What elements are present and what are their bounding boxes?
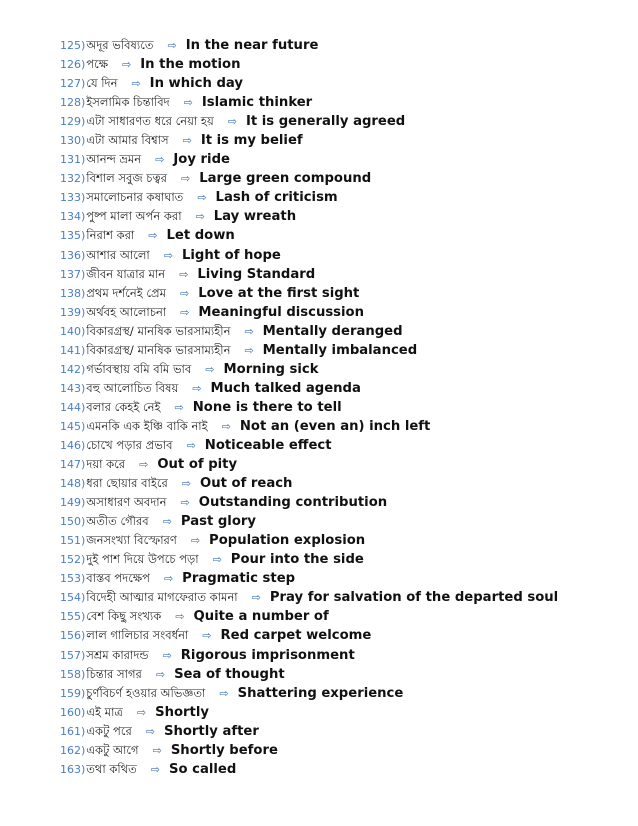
bengali-phrase: দয়া করে xyxy=(86,457,126,472)
arrow-right-icon: ⇨ xyxy=(180,496,190,510)
english-meaning: Outstanding contribution xyxy=(198,495,388,511)
arrow-right-icon: ⇨ xyxy=(122,58,132,72)
list-item xyxy=(60,417,558,436)
list-item xyxy=(60,684,558,703)
list-item xyxy=(60,303,558,322)
list-item xyxy=(60,246,558,265)
bengali-phrase: জীবন যাত্রার মান xyxy=(86,266,166,281)
bengali-phrase: চোখে পড়ার প্রভাব xyxy=(86,437,173,452)
arrow-right-icon: ⇨ xyxy=(155,153,165,167)
english-meaning: In which day xyxy=(149,76,243,92)
list-item xyxy=(60,588,558,607)
bengali-phrase: নিরাশ করা xyxy=(86,228,135,243)
arrow-right-icon: ⇨ xyxy=(163,248,173,262)
bengali-phrase: এটা আমার বিশ্বাস xyxy=(86,133,169,148)
english-meaning: Meaningful discussion xyxy=(198,304,364,320)
bengali-phrase: লাল গালিচার সংবর্ধনা xyxy=(86,628,189,643)
item-number: 143) xyxy=(60,381,86,395)
english-meaning: In the near future xyxy=(185,38,319,53)
bengali-phrase: অদূর ভবিষ্যতে xyxy=(86,38,154,52)
arrow-right-icon: ⇨ xyxy=(186,438,196,452)
english-meaning: Past glory xyxy=(180,514,256,530)
arrow-right-icon: ⇨ xyxy=(150,762,160,776)
arrow-right-icon: ⇨ xyxy=(131,77,141,91)
arrow-right-icon: ⇨ xyxy=(162,648,172,662)
english-meaning: Shortly after xyxy=(163,723,259,739)
arrow-right-icon: ⇨ xyxy=(167,39,177,52)
list-item xyxy=(60,55,558,74)
list-item xyxy=(60,131,558,150)
english-meaning: Islamic thinker xyxy=(201,95,313,111)
arrow-right-icon: ⇨ xyxy=(148,229,158,243)
arrow-right-icon: ⇨ xyxy=(219,686,229,700)
item-number: 127) xyxy=(60,77,86,91)
english-meaning: None is there to tell xyxy=(192,399,342,415)
arrow-right-icon: ⇨ xyxy=(179,286,190,300)
item-number: 139) xyxy=(60,305,86,319)
arrow-right-icon: ⇨ xyxy=(212,553,222,567)
list-item xyxy=(60,626,558,645)
english-meaning: Joy ride xyxy=(173,152,230,168)
english-meaning: Quite a number of xyxy=(193,609,329,625)
list-item xyxy=(60,265,558,284)
arrow-right-icon: ⇨ xyxy=(221,419,231,433)
item-number: 151) xyxy=(60,534,86,548)
bengali-phrase: পুষ্প মালা অর্পন করা xyxy=(86,209,182,224)
item-number: 125) xyxy=(60,39,86,52)
item-number: 160) xyxy=(60,705,86,719)
english-meaning: Pray for salvation of the departed soul xyxy=(269,590,559,606)
arrow-right-icon: ⇨ xyxy=(227,115,237,129)
arrow-right-icon: ⇨ xyxy=(197,191,207,205)
arrow-right-icon: ⇨ xyxy=(152,743,162,757)
bengali-phrase: বলার কেহই নেই xyxy=(86,399,161,414)
english-meaning: Rigorous imprisonment xyxy=(180,647,355,663)
bengali-phrase: বাস্তব পদক্ষেপ xyxy=(86,571,150,586)
bengali-phrase: ইসলামিক চিন্তাবিদ xyxy=(86,95,170,110)
english-meaning: Morning sick xyxy=(223,361,319,377)
item-number: 141) xyxy=(60,343,86,357)
item-number: 156) xyxy=(60,629,86,643)
bengali-phrase: তথা কথিত xyxy=(86,761,137,776)
english-meaning: Large green compound xyxy=(199,171,372,187)
phrase-list xyxy=(60,36,558,779)
arrow-right-icon: ⇨ xyxy=(182,134,192,148)
bengali-phrase: চিন্তার সাগর xyxy=(86,666,142,681)
item-number: 133) xyxy=(60,191,86,205)
bengali-phrase: অতীত গৌরব xyxy=(86,514,149,529)
english-meaning: Mentally imbalanced xyxy=(262,342,418,358)
bengali-phrase: আনন্দ ভ্রমন xyxy=(86,152,142,167)
bengali-phrase: বিকারগ্রস্থ/ মানষিক ভারসাম্যহীন xyxy=(86,342,231,357)
item-number: 153) xyxy=(60,572,86,586)
arrow-right-icon: ⇨ xyxy=(181,172,191,186)
english-meaning: Shortly xyxy=(155,704,209,720)
list-item xyxy=(60,436,558,455)
item-number: 144) xyxy=(60,400,86,414)
list-item xyxy=(60,550,558,569)
english-meaning: Noticeable effect xyxy=(204,437,332,453)
arrow-right-icon: ⇨ xyxy=(175,610,185,624)
english-meaning: Pour into the side xyxy=(230,552,364,568)
arrow-right-icon: ⇨ xyxy=(145,724,155,738)
arrow-right-icon: ⇨ xyxy=(251,591,261,605)
item-number: 145) xyxy=(60,419,86,433)
arrow-right-icon: ⇨ xyxy=(244,324,254,338)
item-number: 126) xyxy=(60,58,86,72)
item-number: 159) xyxy=(60,686,86,700)
list-item xyxy=(60,646,558,665)
bengali-phrase: অসাধারণ অবদান xyxy=(86,495,167,510)
english-meaning: Pragmatic step xyxy=(182,571,296,587)
arrow-right-icon: ⇨ xyxy=(174,400,184,414)
arrow-right-icon: ⇨ xyxy=(179,267,189,281)
list-item xyxy=(60,722,558,741)
list-item xyxy=(60,607,558,626)
bengali-phrase: জনসংখ্যা বিস্ফোরণ xyxy=(86,533,177,548)
bengali-phrase: এমনকি এক ইঞ্চি বাকি নাই xyxy=(86,418,208,433)
list-item xyxy=(60,226,558,245)
arrow-right-icon: ⇨ xyxy=(205,362,215,376)
english-meaning: It is generally agreed xyxy=(245,114,406,130)
english-meaning: Lay wreath xyxy=(213,209,297,225)
bengali-phrase: বিকারগ্রস্থ/ মানষিক ভারসাম্যহীন xyxy=(86,323,231,338)
list-item xyxy=(60,322,558,341)
arrow-right-icon: ⇨ xyxy=(183,96,193,110)
arrow-right-icon: ⇨ xyxy=(202,629,212,643)
list-item xyxy=(60,455,558,474)
item-number: 137) xyxy=(60,267,86,281)
arrow-right-icon: ⇨ xyxy=(139,458,149,472)
english-meaning: Shattering experience xyxy=(237,685,404,701)
list-item xyxy=(60,36,558,55)
item-number: 147) xyxy=(60,458,86,472)
item-number: 150) xyxy=(60,515,86,529)
list-item xyxy=(60,284,558,303)
list-item xyxy=(60,760,558,779)
item-number: 152) xyxy=(60,553,86,567)
bengali-phrase: সশ্রম কারাদন্ড xyxy=(86,647,149,662)
list-item xyxy=(60,112,558,131)
item-number: 148) xyxy=(60,477,86,491)
english-meaning: Love at the first sight xyxy=(198,285,360,301)
list-item xyxy=(60,493,558,512)
list-item xyxy=(60,74,558,93)
item-number: 135) xyxy=(60,229,86,243)
item-number: 140) xyxy=(60,324,86,338)
item-number: 162) xyxy=(60,743,86,757)
list-item xyxy=(60,569,558,588)
english-meaning: Out of reach xyxy=(200,476,293,492)
list-item xyxy=(60,512,558,531)
arrow-right-icon: ⇨ xyxy=(163,572,174,586)
item-number: 136) xyxy=(60,248,86,262)
item-number: 138) xyxy=(60,286,86,300)
english-meaning: Population explosion xyxy=(209,533,366,549)
english-meaning: Let down xyxy=(166,228,235,244)
bengali-phrase: অর্থবহ আলোচনা xyxy=(86,304,167,319)
item-number: 161) xyxy=(60,724,86,738)
list-item xyxy=(60,150,558,169)
english-meaning: Not an (even an) inch left xyxy=(239,418,431,434)
english-meaning: Out of pity xyxy=(157,457,238,473)
bengali-phrase: আশার আলো xyxy=(86,247,150,262)
item-number: 149) xyxy=(60,496,86,510)
list-item xyxy=(60,207,558,226)
bengali-phrase: এটা সাধারণত ধরে নেয়া হয় xyxy=(86,114,214,129)
english-meaning: Lash of criticism xyxy=(215,190,338,206)
english-meaning: Red carpet welcome xyxy=(220,628,372,644)
english-meaning: It is my belief xyxy=(200,133,303,149)
item-number: 155) xyxy=(60,610,86,624)
item-number: 158) xyxy=(60,667,86,681)
item-number: 132) xyxy=(60,172,86,186)
bengali-phrase: প্রথম দর্শনেই প্রেম xyxy=(86,285,166,300)
item-number: 142) xyxy=(60,362,86,376)
list-item xyxy=(60,741,558,760)
bengali-phrase: দুই পাশ দিয়ে উপচে পড়া xyxy=(86,552,199,567)
item-number: 146) xyxy=(60,438,86,452)
bengali-phrase: একটু আগে xyxy=(86,742,139,757)
list-item xyxy=(60,703,558,722)
arrow-right-icon: ⇨ xyxy=(190,534,201,548)
list-item xyxy=(60,398,558,417)
bengali-phrase: একটু পরে xyxy=(86,723,132,738)
bengali-phrase: বিশাল সবুজ চত্বর xyxy=(86,171,168,186)
arrow-right-icon: ⇨ xyxy=(181,477,192,491)
english-meaning: Sea of thought xyxy=(174,666,285,682)
list-item xyxy=(60,93,558,112)
bengali-phrase: এই মাত্র xyxy=(86,704,123,719)
bengali-phrase: বেশ কিছু সংখ্যক xyxy=(86,609,162,624)
english-meaning: Living Standard xyxy=(197,266,316,282)
bengali-phrase: যে দিন xyxy=(86,76,118,91)
list-item xyxy=(60,665,558,684)
english-meaning: Light of hope xyxy=(182,247,281,263)
list-item xyxy=(60,379,558,398)
english-meaning: Mentally deranged xyxy=(262,323,403,339)
english-meaning: In the motion xyxy=(140,57,241,73)
list-item xyxy=(60,169,558,188)
arrow-right-icon: ⇨ xyxy=(192,381,202,395)
list-item xyxy=(60,474,558,493)
item-number: 128) xyxy=(60,96,86,110)
arrow-right-icon: ⇨ xyxy=(136,705,147,719)
list-item xyxy=(60,531,558,550)
bengali-phrase: সমালোচনার কষাঘাত xyxy=(86,190,184,205)
list-item xyxy=(60,341,558,360)
item-number: 163) xyxy=(60,762,86,776)
item-number: 154) xyxy=(60,591,86,605)
arrow-right-icon: ⇨ xyxy=(180,305,190,319)
arrow-right-icon: ⇨ xyxy=(195,210,205,224)
bengali-phrase: পক্ষে xyxy=(86,57,109,72)
english-meaning: Shortly before xyxy=(170,742,278,758)
item-number: 157) xyxy=(60,648,86,662)
bengali-phrase: বিদেহী আত্মার মাগফেরাত কামনা xyxy=(86,590,238,605)
bengali-phrase: বহু আলোচিত বিষয় xyxy=(86,380,179,395)
arrow-right-icon: ⇨ xyxy=(244,343,254,357)
bengali-phrase: ধরা ছোয়ার বাইরে xyxy=(86,476,168,491)
english-meaning: So called xyxy=(169,761,237,777)
english-meaning: Much talked agenda xyxy=(210,380,361,396)
bengali-phrase: চুর্ণবিচর্ণ হওয়ার অভিজ্ঞতা xyxy=(86,685,206,700)
item-number: 130) xyxy=(60,134,86,148)
item-number: 129) xyxy=(60,115,86,129)
arrow-right-icon: ⇨ xyxy=(155,667,166,681)
item-number: 131) xyxy=(60,153,86,167)
item-number: 134) xyxy=(60,210,86,224)
list-item xyxy=(60,188,558,207)
list-item xyxy=(60,360,558,379)
bengali-phrase: গর্ভাবস্থায় বমি বমি ভাব xyxy=(86,361,192,376)
arrow-right-icon: ⇨ xyxy=(162,515,172,529)
